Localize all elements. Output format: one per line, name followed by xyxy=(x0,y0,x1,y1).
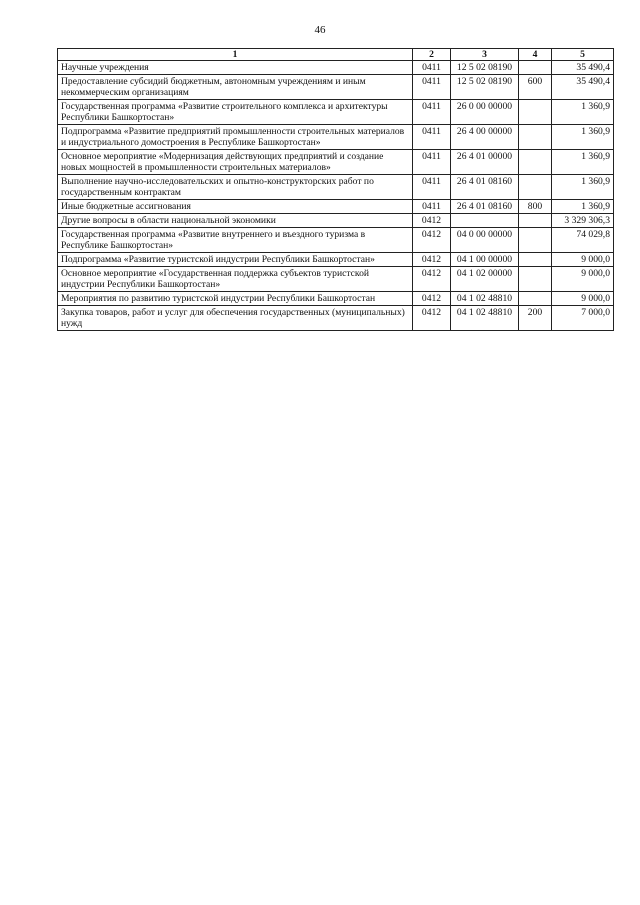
cell-expense-type xyxy=(519,125,552,150)
table-row xyxy=(58,253,614,267)
cell-target-code: 12 5 02 08190 xyxy=(451,61,519,75)
cell-target-code: 26 0 00 00000 xyxy=(451,100,519,125)
cell-target-code xyxy=(451,214,519,228)
cell-section: 0411 xyxy=(413,61,451,75)
cell-name: Основное мероприятие «Государственная поддержка субъектов туристской индустрии Республики Башкортостан» xyxy=(58,267,413,292)
table-header-row xyxy=(58,49,614,61)
table-row xyxy=(58,306,614,331)
cell-section: 0411 xyxy=(413,100,451,125)
cell-name: Другие вопросы в области национальной экономики xyxy=(58,214,413,228)
cell-sum: 1 360,9 xyxy=(552,150,614,175)
cell-name: Подпрограмма «Развитие туристской индустрии Республики Башкортостан» xyxy=(58,253,413,267)
cell-expense-type xyxy=(519,292,552,306)
table-row xyxy=(58,292,614,306)
cell-sum: 1 360,9 xyxy=(552,100,614,125)
cell-expense-type xyxy=(519,175,552,200)
cell-section: 0412 xyxy=(413,267,451,292)
cell-sum: 9 000,0 xyxy=(552,292,614,306)
cell-name: Основное мероприятие «Модернизация действующих предприятий и создание новых мощностей в промышленности строительных материалов» xyxy=(58,150,413,175)
cell-target-code: 04 1 02 48810 xyxy=(451,292,519,306)
cell-sum: 1 360,9 xyxy=(552,200,614,214)
column-header-sum: 5 xyxy=(552,49,614,61)
table-row xyxy=(58,75,614,100)
cell-sum: 74 029,8 xyxy=(552,228,614,253)
cell-target-code: 12 5 02 08190 xyxy=(451,75,519,100)
cell-target-code: 04 1 00 00000 xyxy=(451,253,519,267)
cell-name: Государственная программа «Развитие строительного комплекса и архитектуры Республики Башкортостан» xyxy=(58,100,413,125)
cell-section: 0412 xyxy=(413,306,451,331)
cell-sum: 7 000,0 xyxy=(552,306,614,331)
cell-expense-type xyxy=(519,267,552,292)
table-row xyxy=(58,175,614,200)
cell-sum: 35 490,4 xyxy=(552,75,614,100)
table-row xyxy=(58,200,614,214)
cell-name: Предоставление субсидий бюджетным, автономным учреждениям и иным некоммерческим организациям xyxy=(58,75,413,100)
cell-section: 0412 xyxy=(413,253,451,267)
cell-name: Выполнение научно-исследовательских и опытно-конструкторских работ по государственным контрактам xyxy=(58,175,413,200)
cell-expense-type: 600 xyxy=(519,75,552,100)
table-row xyxy=(58,100,614,125)
cell-expense-type xyxy=(519,214,552,228)
column-header-expense-type: 4 xyxy=(519,49,552,61)
cell-expense-type xyxy=(519,100,552,125)
cell-sum: 3 329 306,3 xyxy=(552,214,614,228)
cell-section: 0412 xyxy=(413,228,451,253)
table-row xyxy=(58,61,614,75)
cell-target-code: 26 4 01 00000 xyxy=(451,150,519,175)
budget-table xyxy=(57,48,614,331)
table-row xyxy=(58,125,614,150)
cell-target-code: 04 1 02 00000 xyxy=(451,267,519,292)
cell-sum: 1 360,9 xyxy=(552,175,614,200)
cell-target-code: 26 4 00 00000 xyxy=(451,125,519,150)
column-header-section: 2 xyxy=(413,49,451,61)
cell-sum: 35 490,4 xyxy=(552,61,614,75)
table-row xyxy=(58,228,614,253)
cell-expense-type xyxy=(519,61,552,75)
cell-expense-type xyxy=(519,228,552,253)
cell-name: Мероприятия по развитию туристской индустрии Республики Башкортостан xyxy=(58,292,413,306)
table-row xyxy=(58,267,614,292)
table-row xyxy=(58,214,614,228)
cell-name: Закупка товаров, работ и услуг для обеспечения государственных (муниципальных) нужд xyxy=(58,306,413,331)
cell-expense-type: 200 xyxy=(519,306,552,331)
page-number: 46 xyxy=(314,24,326,36)
cell-section: 0411 xyxy=(413,150,451,175)
cell-name: Подпрограмма «Развитие предприятий промышленности строительных материалов и индустриального домостроения в Республике Башкортостан» xyxy=(58,125,413,150)
cell-target-code: 26 4 01 08160 xyxy=(451,175,519,200)
cell-target-code: 04 0 00 00000 xyxy=(451,228,519,253)
table-body xyxy=(58,61,614,331)
cell-section: 0411 xyxy=(413,200,451,214)
cell-target-code: 04 1 02 48810 xyxy=(451,306,519,331)
cell-section: 0411 xyxy=(413,75,451,100)
cell-name: Государственная программа «Развитие внутреннего и въездного туризма в Республике Башкортостан» xyxy=(58,228,413,253)
cell-section: 0412 xyxy=(413,292,451,306)
cell-expense-type xyxy=(519,253,552,267)
cell-target-code: 26 4 01 08160 xyxy=(451,200,519,214)
cell-section: 0412 xyxy=(413,214,451,228)
cell-expense-type xyxy=(519,150,552,175)
cell-name: Научные учреждения xyxy=(58,61,413,75)
cell-name: Иные бюджетные ассигнования xyxy=(58,200,413,214)
cell-sum: 9 000,0 xyxy=(552,267,614,292)
column-header-name: 1 xyxy=(58,49,413,61)
cell-section: 0411 xyxy=(413,125,451,150)
cell-sum: 1 360,9 xyxy=(552,125,614,150)
cell-sum: 9 000,0 xyxy=(552,253,614,267)
cell-expense-type: 800 xyxy=(519,200,552,214)
table-row xyxy=(58,150,614,175)
cell-section: 0411 xyxy=(413,175,451,200)
column-header-target: 3 xyxy=(451,49,519,61)
